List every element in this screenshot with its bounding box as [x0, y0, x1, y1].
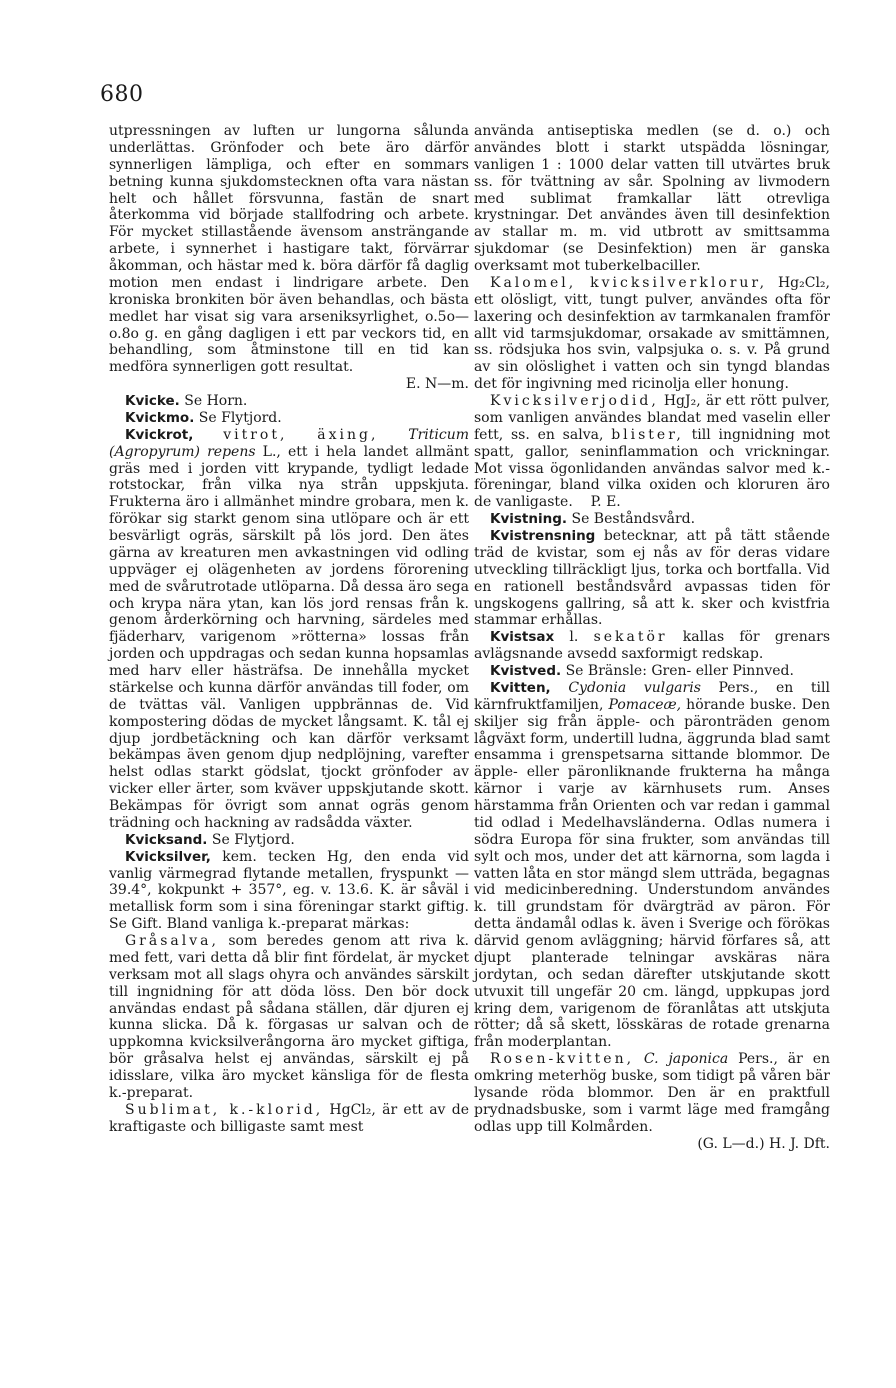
spaced-term: k.-klorid,: [220, 1101, 324, 1118]
entry-text: HgCl₂, är ett av de kraftigaste och billigaste samt mest: [109, 1101, 469, 1135]
paragraph-continuation: använda antiseptiska medlen (se d. o.) och användes blott i starkt utspädda lösningar, vanligen 1 : 1000 delar vatten till utvärtes bruk ss. för tvättning av sår. Spolning av livmodern med sublimat framkallar lätt otrevliga krystningar. Det användes även till desinfektion av stallar m. m. vid utbrott av smittsamma sjukdomar (se Desinfektion) men är ganska overksamt mot tuberkelbaciller.: [474, 123, 830, 274]
entry-text: Se Beståndsvård.: [567, 511, 696, 528]
headword: Kvickmo.: [125, 409, 195, 426]
entry-kvitten: [474, 680, 830, 1051]
latin-name: C. japonica: [634, 1051, 729, 1068]
entry-kvistrensning: [474, 528, 830, 629]
entry-kvickmo: [109, 410, 469, 427]
author-signature: E. N—m.: [405, 376, 469, 393]
page-number: 680: [100, 82, 144, 107]
subentry-kalomel: [474, 275, 830, 393]
subentry-sublimat: [109, 1102, 469, 1136]
entry-text: L., ett i hela landet allmänt gräs med i jorden vitt krypande, tydligt ledade rotstockar, från vilka nya strån uppskjuta. Frukterna äro i allmänhet mindre grobara, men k. förökar sig starkt genom sina utlöpare och är ett besvärligt ogräs, särskilt på lös jord. Den ätes gärna av kreaturen men avkastningen vid odling uppväger ej olägenheten av jordens förorening med de svårutrotade utlöparna. Då dessa äro sega och krypa nära ytan, kan lös jord rensas från k. genom årderkörning och harvning, särdeles med fjäderharv, varigenom »rötterna» lossas från jorden och uppdragas och sedan kunna hopsamlas med harv eller hästräfsa. De innehålla mycket stärkelse och kunna därför användas till foder, om de tvättas väl. Vanligen uppbrännas de. Vid kompostering dödas de mycket långsamt. K. tål ej djup jordbetäckning och kan därför verksamt bekämpas även genom djup nedplöjning, varefter helst odlas starkt gödslat, tjockt grönfoder av vicker eller ärter, som kväver uppskjutande skott. Bekämpas för övrigt som annat ogräs genom trädning och hackning av radsådda växter.: [109, 443, 469, 831]
entry-text: hörande buske. Den skiljer sig från äpple- och päronträden genom lågväxt form, undertill ludna, äggrunda blad samt ensamma i grenspetsarna sittande blommor. De äpple- eller päronliknande frukterna ha många kärnor i varje av kärnhusets rum. Anses härstamma från Orienten och var redan i gammal tid odlad i Medelhavsländerna. Odlas numera i södra Europa för sina frukter, som användas till sylt och mos, under det att kärnorna, som lagda i vatten låta en stor mängd slem utträda, begagnas vid medicinberedning. Understundom användes k. till grundstam för dvärgträd av päron. För detta ändamål odlas k. även i Sverige och förökas därvid genom avläggning; härvid förfares så, att djupt planterade telningar avskäras nära jordytan, och sedan därefter utskjutande skott utvuxit till ungefär 20 cm. längd, uppkupas jord kring dem, varigenom de föranlåtas att utskjuta rötter; då så skett, lösskäras de rotade grenarna från moderplantan.: [474, 696, 830, 1051]
spaced-synonyms: vitrot, äxing,: [193, 426, 409, 443]
spaced-term: blister,: [611, 426, 684, 443]
headword: Kvitten,: [490, 679, 551, 696]
spaced-term: Sublimat,: [125, 1101, 221, 1118]
latin-name: Cydonia vulgaris: [550, 679, 701, 696]
entry-text: Se Flytjord.: [194, 409, 282, 426]
headword: Kvistsax: [490, 629, 555, 646]
entry-text: Se Flytjord.: [207, 831, 295, 848]
entry-kvicksilver: [109, 849, 469, 933]
entry-kvistning: [474, 511, 830, 528]
entry-text: Se Bränsle: Gren- eller Pinnved.: [561, 663, 794, 679]
headword: Kvicke.: [125, 393, 180, 409]
spaced-term: sekatör: [593, 629, 668, 646]
subentry-kvicksilverjodid: [474, 393, 830, 511]
author-signature: [573, 494, 621, 510]
right-column: [474, 123, 830, 1152]
entry-kvicke: [109, 393, 469, 410]
spaced-term: Rosen-kvitten,: [490, 1051, 635, 1068]
headword: Kvicksand.: [125, 831, 208, 848]
entry-text: Hg₂Cl₂, ett olösligt, vitt, tungt pulver, användes ofta för laxering och desinfektion av tarmkanalen framför allt vid tarmsjukdomar, orsakade av smittämnen, ss. rödsjuka hos svin, valpsjuka o. s. v. På grund av sin olöslighet i vatten och sin tyngd blandas det för ingivning med ricinolja eller honung.: [474, 274, 830, 393]
headword: Kvistrensning: [490, 528, 596, 544]
entry-kvistved: [474, 663, 830, 680]
headword: Kvistning.: [490, 511, 568, 528]
author-signature: (G. L—d.) H. J. Dft.: [697, 1135, 830, 1152]
paragraph-continuation: utpressningen av luften ur lungorna sålunda underlättas. Grönfoder och bete äro därför synnerligen lämpliga, och efter en sommars betning kunna sjukdomstecknen ofta vara nästan helt och hållet försvunna, fastän de snart återkomma vid började stallfodring och arbete. För mycket stillastående ävensom ansträngande arbete, i synnerhet i hastigare takt, förvärrar åkomman, och hästar med k. böra därför få daglig motion men endast i lindrigare arbete. Den kroniska bronkiten bör även behandlas, och bästa medlet har visat sig vara arseniksyrlighet, o.5o—o.8o g. en gång dagligen i ett par veckors tid, en behandling, som åtminstone till en tid kan medföra synnerligen gott resultat.: [109, 123, 469, 376]
spaced-term: Gråsalva,: [125, 933, 219, 949]
entry-kvickrot: [109, 427, 469, 832]
entry-text: l.: [554, 629, 594, 646]
headword: Kvickrot,: [125, 426, 194, 443]
left-column: [109, 123, 469, 1136]
latin-name: Triticum (Agropyrum) repens: [109, 426, 469, 460]
entry-text: som beredes genom att riva k. med fett, vari detta då blir fint fördelat, är mycket verksam mot all slags ohyra och användes särskilt till ingnidning för att döda löss. Den bör dock användas endast på sådana ställen, där djuren ej kunna slicka. Då k. förgasas ur salvan och de uppkomna kvicksilverångorna äro mycket giftiga, bör gråsalva helst ej användas, särskilt ej på idisslare, vilka äro mycket känsliga för de flesta k.-preparat.: [109, 933, 469, 1101]
subentry-grasalva: [109, 933, 469, 1102]
spaced-term: Kalomel,: [490, 274, 577, 291]
spaced-term: Kvicksilverjodid,: [490, 393, 659, 409]
headword: Kvistved.: [490, 663, 562, 679]
entry-text: till ingnidning mot spatt, gallor, seninflammation och vrickningar. Mot vissa ögonlidanden användas salvor med k.-föreningar, bland vilka oxiden och kloruren äro de vanligaste.: [474, 426, 830, 511]
entry-text: Pers., är en omkring meterhög buske, som tidigt på våren bär lysande röda blommor. Den är en praktfull prydnadsbuske, som i varmt läge med framgång odlas upp till Kolmården.: [474, 1051, 831, 1135]
headword: Kvicksilver,: [125, 848, 211, 865]
entry-kvicksand: [109, 832, 469, 849]
entry-text: Pers., en till kärnfruktfamiljen,: [474, 679, 830, 713]
entry-text: kallas för grenars avlägsnande avsedd saxformigt redskap.: [474, 629, 830, 663]
signature-text: P. E.: [590, 494, 621, 511]
latin-name: Pomaceæ,: [608, 696, 682, 713]
entry-kvistsax: [474, 629, 830, 663]
entry-text: kem. tecken Hg, den enda vid vanlig värmegrad flytande metallen, fryspunkt — 39.4°, kokpunkt + 357°, eg. v. 13.6. K. är såväl i metallisk form som i sina föreningar starkt giftig. Se Gift. Bland vanliga k.-preparat märkas:: [109, 848, 469, 933]
entry-text: HgJ₂, är ett rött pulver, som vanligen användes blandat med vaselin eller fett, ss. en salva,: [474, 393, 830, 443]
subentry-rosen-kvitten: [474, 1051, 830, 1135]
spaced-term: kvicksilverklorur,: [576, 274, 768, 291]
entry-text: Se Horn.: [179, 393, 248, 409]
entry-text: betecknar, att på tätt stående träd de kvistar, som ej nås av för deras vidare utveckling tillräckligt ljus, torka och bortfalla. Vid en rationell beståndsvård avpassas tiden för ungskogens gallring, så att k. sker och kvistfria stammar erhållas.: [474, 528, 830, 629]
